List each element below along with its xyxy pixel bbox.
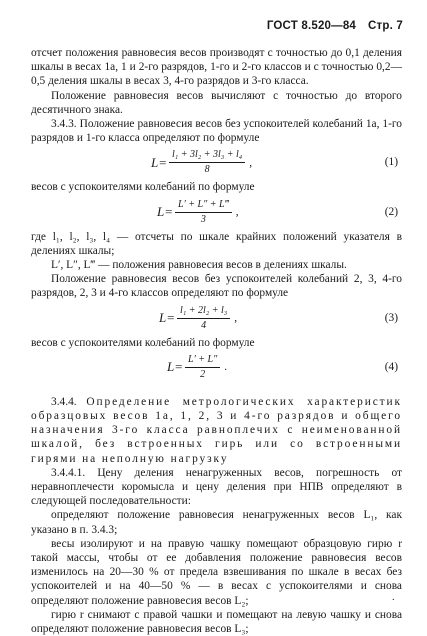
page-number: Стр. 7 — [368, 20, 403, 32]
paragraph-3-4-4-1: 3.4.4.1. Цену деления ненагруженных весов, погрешность от неравноплечести коромысла и цену деления при НПВ определяют в следующей последовательности: — [31, 466, 402, 508]
formula-2: L= $\frac{L' + L'' + L‴}{3}$ , (2) — [157, 198, 398, 225]
formula-lhs: L= — [157, 204, 174, 220]
formula-lhs: L= — [167, 359, 184, 375]
formula-number: (1) — [384, 156, 398, 169]
standard-number: ГОСТ 8.520—84 — [266, 20, 357, 32]
paragraph-damped-1: весов с успокоителями колебаний по формуле — [31, 181, 255, 194]
section-number: 3.4.4. — [51, 395, 77, 408]
denominator: 4 — [201, 319, 207, 331]
step-move-weight-l3: гирю r снимают с правой чашки и помещают на левую чашку и снова определяют положение равновесия весов L₃; — [31, 608, 402, 636]
page-body — [31, 46, 402, 636]
formula-lhs: L= — [159, 310, 176, 326]
denominator: 2 — [200, 368, 206, 380]
section-3-4-4-heading — [31, 395, 402, 466]
numerator: l₁ + 2l₂ + l₃ — [177, 305, 230, 319]
formula-3: L= $\frac{\text{l₁ + 2l₂ + l₃}}{4}$ , (3) — [159, 304, 398, 331]
stray-mark: · — [391, 595, 395, 606]
definition-l-readings: где l₁, l₂, l₃, l₄ — отсчеты по шкале крайних положений указателя в делениях шкалы; — [31, 230, 402, 257]
numerator: L′ + L″ — [185, 354, 220, 368]
formula-number: (4) — [384, 360, 398, 373]
paragraph-reading-accuracy: отсчет положения равновесия весов производят с точностью до 0,1 деления шкалы в весах 1а, 1 и 2-го разрядов, 1-го и 2-го классов и с точностью 0,2—0,5 деления шкалы в весах 3, 4-го разрядов и 3-го класса. — [31, 47, 402, 88]
paragraph-undamped-2-4: Положение равновесия весов без успокоителей колебаний 2, 3, 4-го разрядов, 2, 3 и 4-го классов определяют по формуле — [31, 273, 402, 300]
denominator: 8 — [204, 164, 210, 176]
formula-number: (3) — [384, 311, 398, 324]
section-title: Определение метрологических характеристик образцовых весов 1а, 1, 2, 3 и 4-го разрядов и общего назначения 3-го класса равноплечих с неименованной шкалой, без встроенных гирь или со встроенными гирями на неполную нагрузку — [31, 395, 402, 465]
numerator: L′ + L″ + L‴ — [175, 199, 232, 213]
formula-4: L= $\frac{L' + L''}{2}$ . (4) — [167, 353, 398, 380]
paragraph-damped-2: весов с успокоителями колебаний по формуле — [31, 336, 255, 349]
fraction — [169, 149, 245, 176]
fraction — [175, 199, 232, 226]
step-add-weight-l2: весы изолируют и на правую чашку помещают образцовую гирю r такой массы, чтобы от ее добавления положение равновесия весов изменилось на 20—30 % от предела взвешивания по шкале в весах без успокоителей и на 40—50 % — в весах с успокоителями и снова определяют положение равновесия весов L₂; — [31, 537, 402, 607]
formula-number: (2) — [384, 205, 398, 218]
fraction — [185, 354, 220, 381]
fraction — [177, 305, 230, 332]
paragraph-3-4-3: 3.4.3. Положение равновесия весов без успокоителей колебаний 1а, 1-го разрядов и 1-го класса определяют по формуле — [31, 118, 402, 145]
numerator: l₁ + 3l₂ + 3l₃ + l₄ — [169, 149, 245, 163]
formula-1: L= $\frac{\text{l₁ + 3l₂ + 3l₃ + l₄}}{8}$ , (1) — [151, 149, 398, 176]
step-equilibrium-l1: определяют положение равновесия ненагруженных весов L₁, как указано в п. 3.4.3; — [31, 509, 402, 536]
page-header — [267, 19, 403, 33]
definition-l-positions: L′, L″, L‴ — положения равновесия весов в делениях шкалы. — [51, 259, 347, 272]
formula-lhs: L= — [151, 154, 168, 170]
paragraph-calc-accuracy: Положение равновесия весов вычисляют с точностью до второго десятичного знака. — [31, 89, 402, 116]
denominator: 3 — [200, 213, 206, 225]
